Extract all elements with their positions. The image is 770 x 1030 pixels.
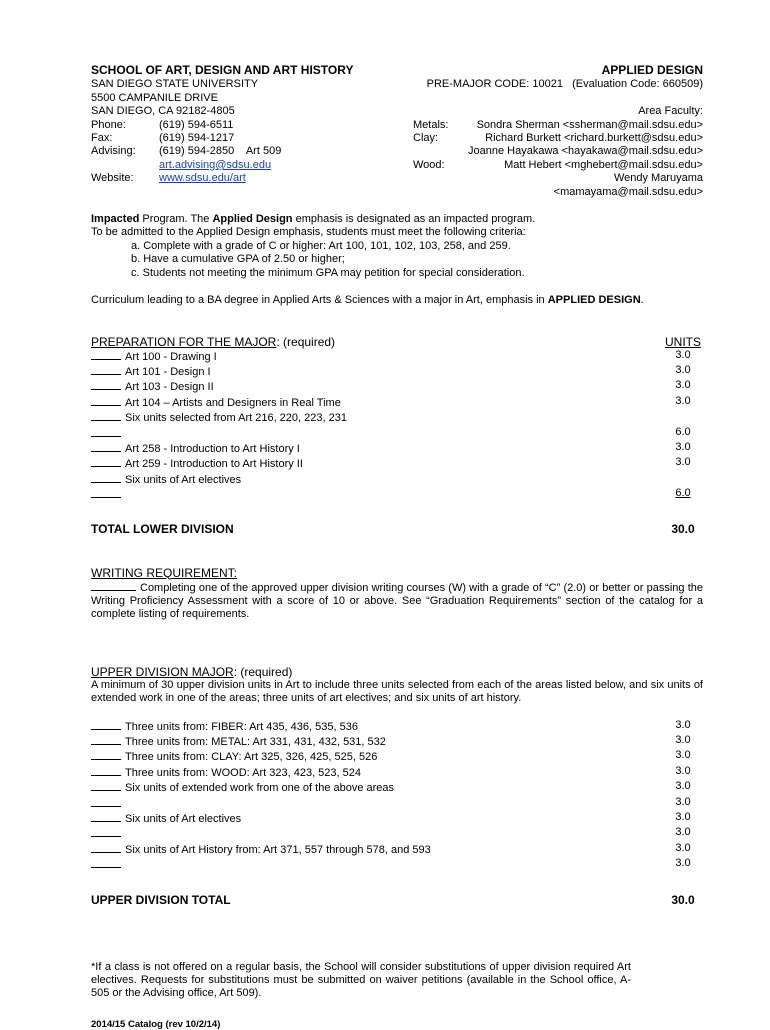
course-row xyxy=(91,379,703,394)
faculty-list xyxy=(413,119,703,199)
units-header: UNITS xyxy=(665,334,701,349)
upper-description: A minimum of 30 upper division units in Art to include three units selected from each of the areas listed below, and six units of extended work in one of the areas; three units of art electives; and six units of art history. xyxy=(91,678,703,705)
course-label: Three units from: CLAY: Art 325, 326, 425, 525, 526 xyxy=(125,751,378,764)
city-address: SAN DIEGO, CA 92182-4805 xyxy=(91,105,235,118)
course-label: Six units of extended work from one of the above areas xyxy=(125,782,395,795)
street-address: 5500 CAMPANILE DRIVE xyxy=(91,91,218,104)
course-row xyxy=(91,780,703,795)
course-checkbox-blank[interactable] xyxy=(91,426,121,437)
prep-section: PREPARATION FOR THE MAJOR: (required) UNITS Art 100 - Drawing I 3.0 Art 101 - Design I 3.0 Art 103 - Design II 3.0 Art 104 – Artists and Designers in Real Time 3.0 Six units selected from Art 216, 220, 223, 231 6.0 Art 258 - Introduction to Art History I 3.0 Art 259 - Introduction to Art History II 3.0 Six units of Art electives 6.0 TOTAL LOWER DIVISION 30.0 xyxy=(91,334,701,536)
fax-number: (619) 594-1217 xyxy=(159,132,235,145)
substitution-note: *If a class is not offered on a regular basis, the School will consider substitutions of upper division required Art electives. Requests for substitutions must be submitted on waiver petitions (available in the School office, A-505 or the Advising office, Art 509). xyxy=(91,960,631,1000)
course-label: Three units from: METAL: Art 331, 431, 432, 531, 532 xyxy=(125,736,386,748)
course-checkbox-blank[interactable] xyxy=(91,811,121,822)
course-checkbox-blank[interactable] xyxy=(91,749,121,760)
course-checkbox-blank[interactable] xyxy=(91,410,121,421)
course-row xyxy=(91,472,703,487)
course-units: 3.0 xyxy=(675,456,691,469)
course-row xyxy=(91,395,703,410)
admission-line: To be admitted to the Applied Design emphasis, students must meet the following criteria: xyxy=(91,226,526,239)
course-checkbox-blank[interactable] xyxy=(91,719,121,730)
catalog-footer: 2014/15 Catalog (rev 10/2/14) xyxy=(91,1018,221,1030)
course-checkbox-blank[interactable] xyxy=(91,456,121,467)
course-units xyxy=(663,410,703,425)
course-row xyxy=(91,765,703,780)
course-checkbox-blank[interactable] xyxy=(91,487,121,498)
course-label: Art 259 - Introduction to Art History II xyxy=(125,458,303,471)
course-units: 3.0 xyxy=(675,826,691,839)
course-row xyxy=(91,826,703,841)
website-link[interactable]: www.sdsu.edu/art xyxy=(159,172,246,185)
course-checkbox-blank[interactable] xyxy=(91,796,121,807)
course-checkbox-blank[interactable] xyxy=(91,472,121,483)
course-label: Six units of Art History from: Art 371, 557 through 578, and 593 xyxy=(125,843,431,856)
phone-number: (619) 594-6511 xyxy=(159,118,234,131)
course-label: Six units of Art electives xyxy=(125,813,242,826)
course-row xyxy=(91,719,703,734)
course-label: Art 104 – Artists and Designers in Real Time xyxy=(125,396,341,409)
course-checkbox-blank[interactable] xyxy=(91,826,121,837)
course-row xyxy=(91,426,703,441)
catalog-page xyxy=(91,64,703,1030)
advising-email-link[interactable]: art.advising@sdsu.edu xyxy=(159,158,272,171)
criteria-item: c. Students not meeting the minimum GPA may petition for special consideration. xyxy=(131,266,525,279)
criteria-item: a. Complete with a grade of C or higher: Art 100, 101, 102, 103, 258, and 259. xyxy=(131,239,511,252)
writing-section xyxy=(91,566,703,622)
course-checkbox-blank[interactable] xyxy=(91,780,121,791)
course-row xyxy=(91,456,703,471)
faculty-row: Metals: Sondra Sherman <ssherman@mail.sdsu.edu> xyxy=(413,118,703,131)
advising-phone: (619) 594-2850 Art 509 xyxy=(159,145,282,158)
course-units: 3.0 xyxy=(675,734,691,746)
university-name: SAN DIEGO STATE UNIVERSITY xyxy=(91,78,259,91)
course-units xyxy=(663,472,703,487)
course-units: 3.0 xyxy=(675,363,691,376)
faculty-row: Wood: Matt Hebert <mghebert@mail.sdsu.edu> xyxy=(413,158,703,171)
school-name: SCHOOL OF ART, DESIGN AND ART HISTORY xyxy=(91,63,354,77)
course-row xyxy=(91,842,703,857)
course-row xyxy=(91,410,703,425)
course-checkbox-blank[interactable] xyxy=(91,349,121,360)
premajor-code: PRE-MAJOR CODE: 10021 (Evaluation Code: 660509) xyxy=(426,78,703,91)
area-faculty-label: Area Faculty: xyxy=(638,105,703,118)
faculty-row: Joanne Hayakawa <hayakawa@mail.sdsu.edu> xyxy=(468,145,703,158)
contact-block xyxy=(91,119,341,199)
impacted-intro: Impacted Program. The Applied Design emphasis is designated as an impacted program. To be admitted to the Applied Design emphasis, students must meet the following criteria: a. Complete with a grade of C or higher: Art 100, 101, 102, 103, 258, and 259. b. Have a cumulative GPA of 2.50 or higher; c. Students not meeting the minimum GPA may petition for special consideration. xyxy=(91,213,703,280)
course-label: Six units of Art electives xyxy=(125,473,242,486)
course-checkbox-blank[interactable] xyxy=(91,441,121,452)
course-units: 3.0 xyxy=(675,795,691,808)
course-row xyxy=(91,441,703,456)
total-lower-division: TOTAL LOWER DIVISION 30.0 xyxy=(91,521,695,536)
course-units: 3.0 xyxy=(675,394,691,407)
course-label: Art 101 - Design I xyxy=(125,365,211,378)
writing-title: WRITING REQUIREMENT: xyxy=(91,565,237,580)
writing-text: Completing one of the approved upper division writing courses (W) with a grade of “C” (2.0) or better or passing the Writing Proficiency Assessment with a score of 10 or above. See “Graduation Requirements” section of the catalog for a complete listing of requirements. xyxy=(91,581,703,621)
course-row xyxy=(91,749,703,764)
course-row xyxy=(91,349,703,364)
course-row xyxy=(91,487,703,502)
course-units: 6.0 xyxy=(675,425,691,438)
course-row xyxy=(91,857,703,872)
course-label: Art 258 - Introduction to Art History I xyxy=(125,442,300,455)
course-row xyxy=(91,734,703,749)
prep-title: PREPARATION FOR THE MAJOR xyxy=(91,334,277,349)
course-units: 6.0 xyxy=(675,487,691,500)
curriculum-line: Curriculum leading to a BA degree in Applied Arts & Sciences with a major in Art, emphasis in APPLIED DESIGN. xyxy=(91,294,644,307)
faculty-row: Wendy Maruyama <mamayama@mail.sdsu.edu> xyxy=(553,172,703,198)
course-units: 3.0 xyxy=(675,718,691,731)
course-units: 3.0 xyxy=(675,857,691,870)
advising-label: Advising: xyxy=(91,145,136,158)
course-row xyxy=(91,811,703,826)
course-checkbox-blank[interactable] xyxy=(91,842,121,853)
course-checkbox-blank[interactable] xyxy=(91,364,121,375)
writing-checkbox-blank[interactable] xyxy=(91,580,136,591)
course-units: 3.0 xyxy=(675,780,691,793)
course-units: 3.0 xyxy=(675,348,691,361)
course-checkbox-blank[interactable] xyxy=(91,395,121,406)
upper-section: UPPER DIVISION MAJOR: (required) A minimum of 30 upper division units in Art to include three units selected from each of the areas listed below, and six units of extended work in one of the areas; three units of art electives; and six units of art history. Three units from: FIBER: Art 435, 436, 535, 536 3.0 Three units from: METAL: Art 331, 431, 432, 531, 532 3.0 Three units from: CLAY: Art 325, 326, 425, 525, 526 3.0 Three units from: WOOD: Art 323, 423, 523, 524 3.0 Six units of extended work from one of the above areas 3.0 3.0 Six units of Art electives 3.0 3.0 Six units of Art History from: Art 371, 557 through 578, and 593 3.0 3.0 UPPER DIVISION TOTAL 30.0 xyxy=(91,664,703,907)
fax-label: Fax: xyxy=(91,132,113,145)
course-label: Art 100 - Drawing I xyxy=(125,350,217,363)
upper-division-total: UPPER DIVISION TOTAL 30.0 xyxy=(91,892,695,907)
course-units: 3.0 xyxy=(675,811,691,824)
course-checkbox-blank[interactable] xyxy=(91,765,121,776)
website-label: Website: xyxy=(91,172,134,185)
faculty-row: Clay: Richard Burkett <richard.burkett@sdsu.edu> xyxy=(413,132,703,145)
program-name: APPLIED DESIGN xyxy=(601,63,703,77)
course-checkbox-blank[interactable] xyxy=(91,857,121,868)
course-label: Six units selected from Art 216, 220, 223, 231 xyxy=(125,412,347,425)
course-units: 3.0 xyxy=(675,440,691,453)
course-checkbox-blank[interactable] xyxy=(91,734,121,745)
criteria-item: b. Have a cumulative GPA of 2.50 or higher; xyxy=(131,253,345,266)
course-label: Three units from: WOOD: Art 323, 423, 523, 524 xyxy=(125,766,362,779)
course-units: 3.0 xyxy=(675,841,691,854)
upper-title: UPPER DIVISION MAJOR xyxy=(91,664,234,679)
course-units: 3.0 xyxy=(675,749,691,762)
course-units: 3.0 xyxy=(675,764,691,777)
course-row xyxy=(91,796,703,811)
course-units: 3.0 xyxy=(675,379,691,392)
course-label: Art 103 - Design II xyxy=(125,381,214,394)
phone-label: Phone: xyxy=(91,118,126,131)
course-checkbox-blank[interactable] xyxy=(91,379,121,390)
course-row xyxy=(91,364,703,379)
course-label: Three units from: FIBER: Art 435, 436, 535, 536 xyxy=(125,720,358,733)
